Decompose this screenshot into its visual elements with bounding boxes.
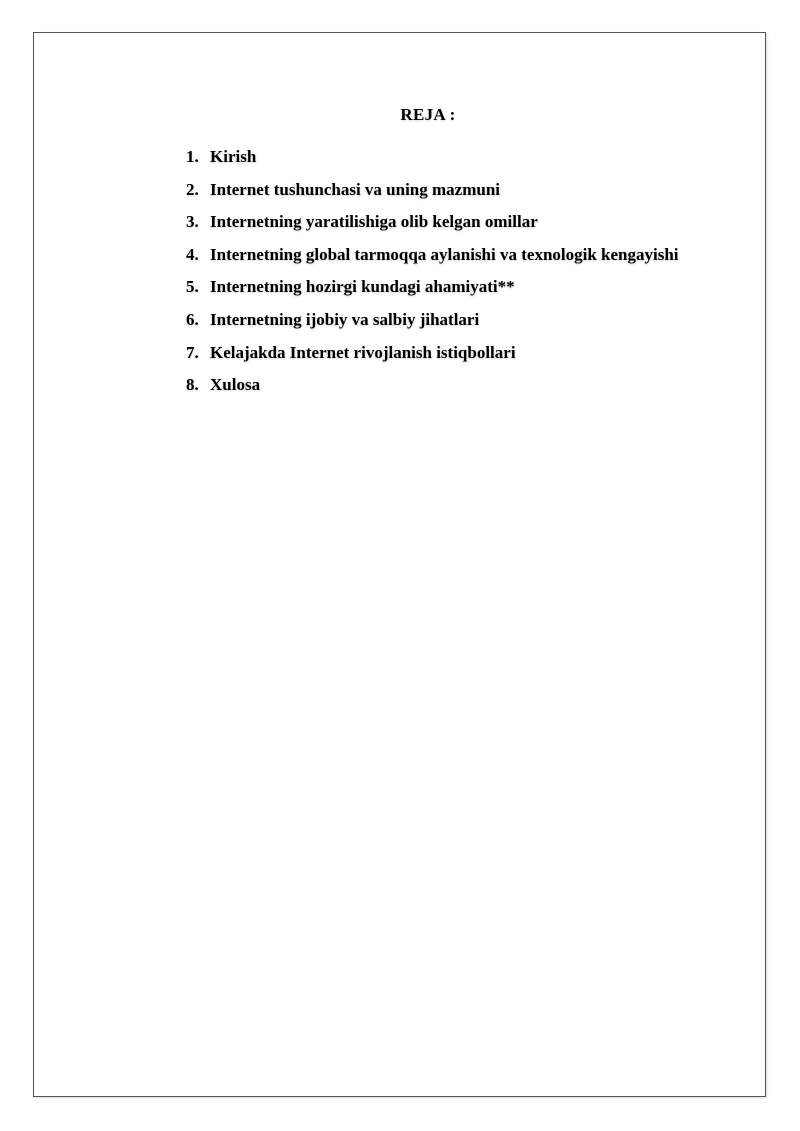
list-item-text: Kirish [210, 147, 257, 166]
list-item-number: 6. [186, 309, 199, 329]
list-item-text: Kelajakda Internet rivojlanish istiqbollari [210, 342, 516, 362]
page-title: REJA : [400, 105, 456, 124]
list-item-number: 1. [186, 147, 199, 166]
list-item [186, 343, 679, 376]
list-item [186, 375, 679, 408]
list-item-text: Internet tushunchasi va uning mazmuni [210, 179, 501, 199]
list-item-number: 8. [186, 375, 199, 395]
list-item [186, 147, 679, 180]
list-item-number: 7. [186, 342, 199, 362]
list-item-number: 2. [186, 179, 199, 199]
list-item-text: Internetning global tarmoqqa aylanishi va texnologik kengayishi [210, 244, 679, 264]
list-item [186, 245, 679, 278]
list-item-number: 3. [186, 212, 199, 232]
list-item-text: Internetning yaratilishiga olib kelgan omillar [210, 212, 538, 232]
list-item-number: 4. [186, 244, 199, 264]
list-item-text: Internetning hozirgi kundagi ahamiyati** [210, 277, 515, 297]
list-item-text: Xulosa [210, 375, 261, 395]
plan-list [186, 147, 679, 408]
list-item [186, 212, 679, 245]
list-item-number: 5. [186, 277, 199, 297]
list-item [186, 310, 679, 343]
list-item [186, 180, 679, 213]
list-item-text: Internetning ijobiy va salbiy jihatlari [210, 309, 480, 329]
list-item [186, 277, 679, 310]
